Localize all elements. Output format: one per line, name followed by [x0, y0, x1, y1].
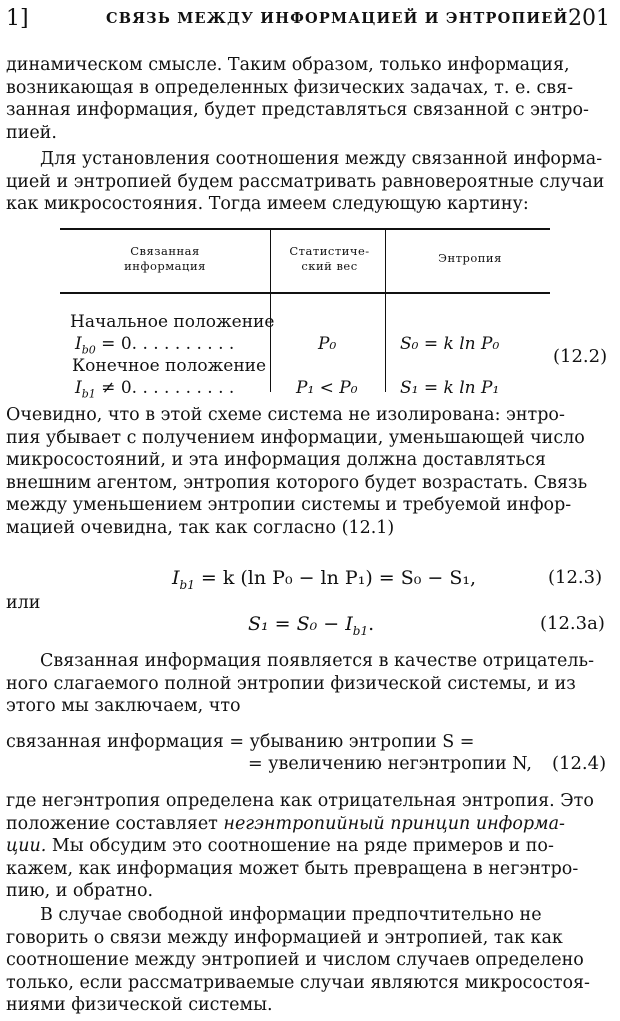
text-line: соотношение между энтропией и числом случаев определено [6, 950, 584, 970]
row-initial-label: Начальное положение [70, 312, 275, 332]
chapter-title: СВЯЗЬ МЕЖДУ ИНФОРМАЦИЕЙ И ЭНТРОПИЕЙ [106, 10, 569, 27]
text-line: микросостояний, и эта информация должна доставляться [6, 450, 546, 470]
row-final-label: Конечное положение [72, 356, 267, 376]
text-line: пией. [6, 122, 57, 143]
text-line: Связанная информация появляется в качестве отрицатель- [40, 651, 594, 671]
text-line: только, если рассматриваемые случаи являются микросостоя- [6, 972, 590, 993]
paragraph-5 [6, 790, 614, 903]
table-column-divider [270, 228, 271, 392]
paragraph-1 [6, 54, 614, 144]
equation-12-4-line-2: = увеличению негэнтропии N, [248, 754, 532, 774]
text-line: как микросостояния. Тогда имеем следующую картину: [6, 194, 529, 214]
equation-12-3a: $S_1 = S_0 - I_{b1}$. [248, 613, 375, 638]
paragraph-2 [6, 148, 614, 216]
text-line: динамическом смысле. Таким образом, только информация, [6, 55, 570, 75]
equation-number: (12.3a) [540, 613, 605, 634]
row-final-weight: P₁ < P₀ [296, 378, 358, 398]
text-line: пию, и обратно. [6, 881, 154, 901]
table-header-bound-information: Связанная информация [124, 244, 206, 273]
text-line: между уменьшением энтропии системы и требуемой инфор- [6, 495, 572, 515]
text-line: пия убывает с получением информации, уменьшающей число [6, 427, 585, 448]
equation-12-4-line-1: связанная информация = убыванию энтропии S = [6, 732, 475, 752]
paragraph-3 [6, 404, 614, 539]
equation-number: (12.4) [552, 753, 607, 774]
text-line: этого мы заключаем, что [6, 696, 241, 716]
text-line: Для установления соотношения между связанной информа- [40, 149, 603, 169]
table-column-divider [385, 228, 386, 392]
table-top-rule [60, 228, 550, 230]
text-line: ции. Мы обсудим это соотношение на ряде примеров и по- [6, 836, 554, 856]
text-line: внешним агентом, энтропия которого будет возрастать. Связь [6, 472, 588, 493]
text-line: ного слагаемого полной энтропии физической системы, и из [6, 673, 576, 694]
text-line: где негэнтропия определена как отрицательная энтропия. Это [6, 791, 594, 811]
text-line: мацией очевидна, так как согласно (12.1) [6, 517, 395, 538]
table-header-rule [60, 292, 550, 294]
table-header-entropy: Энтропия [438, 251, 502, 265]
equation-number: (12.3) [548, 567, 603, 588]
text-line: говорить о связи между информацией и энтропией, так как [6, 927, 563, 948]
equation-12-3: $I_{b1} = k$ (ln P₀ − ln P₁) = S₀ − S₁, [172, 567, 477, 592]
paragraph-4 [6, 650, 614, 718]
running-header [6, 6, 614, 34]
row-initial-entropy: S₀ = k ln P₀ [400, 334, 500, 354]
row-final-condition: $I_{b1} \ne 0$. . . . . . . . . . [75, 378, 235, 401]
row-initial-weight: P₀ [318, 334, 337, 354]
text-line: возникающая в определенных физических задачах, т. е. свя- [6, 77, 574, 98]
text-line: В случае свободной информации предпочтительно не [40, 905, 542, 925]
text-line: цией и энтропией будем рассматривать равновероятные случаи [6, 171, 605, 192]
text-line: занная информация, будет представляться связанной с энтро- [6, 100, 589, 120]
text-line: Очевидно, что в этой схеме система не изолирована: энтро- [6, 405, 565, 425]
text-line: положение составляет негэнтропийный принцип информа- [6, 813, 565, 834]
text-line: ниями физической системы. [6, 995, 273, 1015]
equation-number: (12.2) [553, 346, 608, 367]
section-number: 1] [6, 6, 29, 31]
row-initial-condition: $I_{b0} = 0$. . . . . . . . . . [75, 334, 235, 357]
italic-term: ции. [6, 836, 47, 856]
italic-term: негэнтропийный принцип информа- [223, 813, 565, 834]
row-final-entropy: S₁ = k ln P₁ [400, 378, 500, 398]
paragraph-6 [6, 904, 614, 1017]
page-number: 201 [568, 6, 610, 31]
text-line: кажем, как информация может быть превращена в негэнтро- [6, 858, 579, 879]
connector-word: или [6, 593, 41, 613]
table-header-statistical-weight: Статистиче-ский вес [289, 244, 370, 273]
